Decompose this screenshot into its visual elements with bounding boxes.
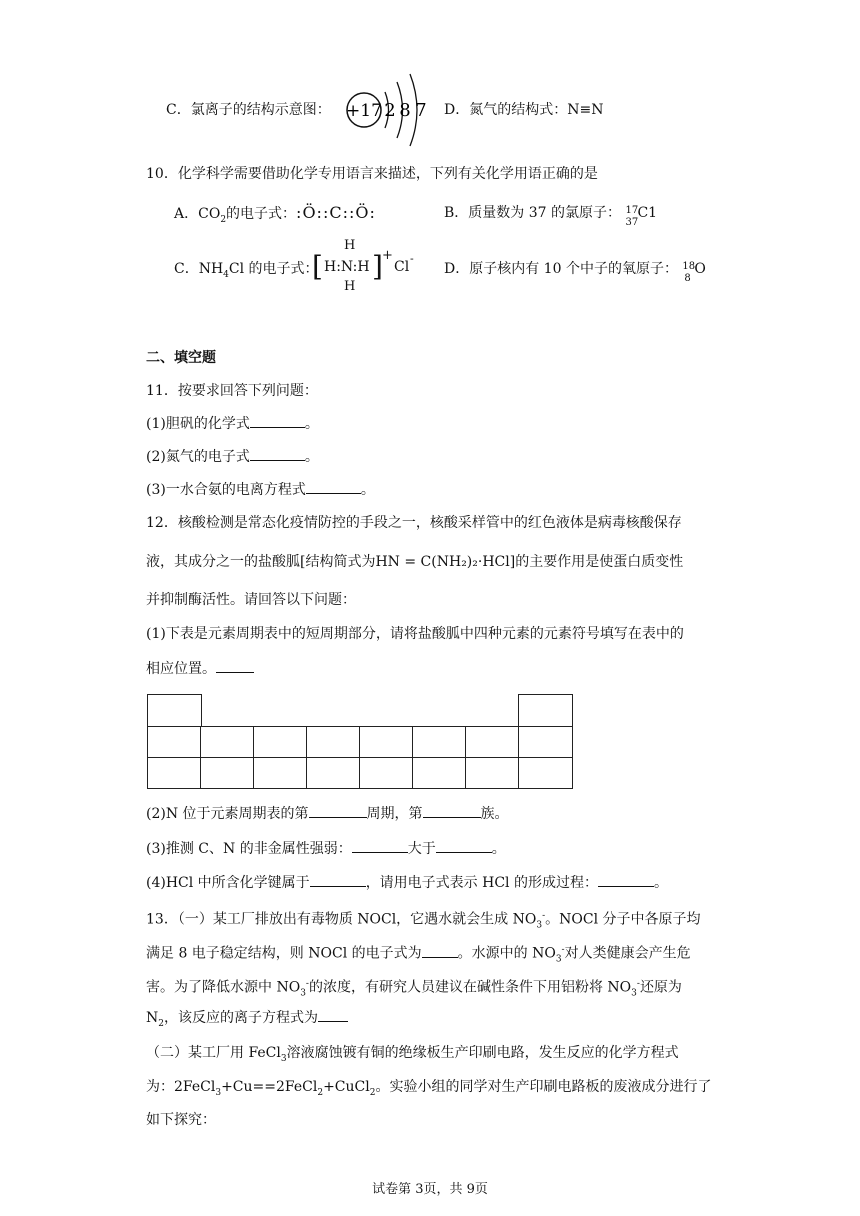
q13-line-2: 满足 8 电子稳定结构，则 NOCl 的电子式为 。水源中的 $NO_3^-$对人类健康会产生危 — [146, 945, 691, 965]
isotope-notation: 17 37 — [625, 205, 639, 228]
answer-blank[interactable] — [310, 873, 366, 887]
answer-blank[interactable] — [423, 804, 481, 818]
q12-part-1-line-1: (1)下表是元素周期表中的短周期部分，请将盐酸胍中四种元素的元素符号填写在表中的 — [146, 626, 684, 642]
pt-cell[interactable] — [306, 726, 360, 758]
answer-blank[interactable] — [436, 839, 492, 853]
bracket-left: [ — [312, 250, 323, 283]
pt-cell[interactable] — [465, 726, 519, 758]
answer-blank[interactable] — [250, 447, 305, 461]
pt-cell[interactable] — [518, 694, 573, 727]
shell-2-count: 8 — [399, 100, 411, 121]
q10-option-a: A．$CO_2$的电子式：:Ö::C::Ö: — [174, 203, 376, 225]
pt-cell[interactable] — [359, 757, 413, 789]
answer-blank[interactable] — [250, 414, 305, 428]
section-title: 二、填空题 — [146, 350, 216, 366]
pt-cell[interactable] — [518, 757, 573, 789]
q10-option-c: C．$NH_4Cl$ 的电子式： — [174, 261, 319, 280]
guanidine-formula: HN = C(NH₂)₂·HCl — [375, 554, 510, 570]
q10-option-d: D．原子核内有 10 个中子的氧原子： 18 8 O — [444, 261, 706, 284]
pt-cell[interactable] — [200, 757, 254, 789]
page-footer: 试卷第 3页，共 9页 — [372, 1182, 488, 1197]
q10-stem: 10．化学科学需要借助化学专用语言来描述，下列有关化学用语正确的是 — [146, 166, 598, 182]
pt-cell[interactable] — [253, 757, 307, 789]
nucleus-charge: +17 — [346, 101, 382, 121]
bracket-right: ] — [372, 250, 383, 283]
shell-3-count: 7 — [415, 100, 427, 121]
answer-blank[interactable] — [352, 839, 408, 853]
isotope-notation: 18 8 — [682, 261, 696, 284]
q12-line-3: 并抑制酶活性。请回答以下问题： — [146, 592, 356, 608]
nh4cl-electron-formula: H [ H:N:H ] + Cl - H — [312, 238, 414, 294]
pt-cell[interactable] — [147, 757, 201, 789]
pt-cell[interactable] — [147, 726, 201, 758]
q12-part-2: (2)N 位于元素周期表的第 周期，第 族。 — [146, 806, 509, 822]
pt-cell[interactable] — [412, 757, 466, 789]
pt-cell[interactable] — [518, 726, 573, 758]
q12-line-1: 12．核酸检测是常态化疫情防控的手段之一，核酸采样管中的红色液体是病毒核酸保存 — [146, 515, 682, 531]
q13-line-3: 害。为了降低水源中 $NO_3^-$的浓度，有研究人员建议在碱性条件下用铝粉将 $NO_3^-$还原为 — [146, 979, 682, 999]
shell-1-count: 2 — [384, 100, 396, 121]
q11-part-1: (1)胆矾的化学式 。 — [146, 416, 319, 432]
q12-part-4: (4)HCl 中所含化学键属于 ，请用电子式表示 HCl 的形成过程： 。 — [146, 875, 668, 891]
pt-cell[interactable] — [147, 694, 202, 727]
q13-line-4: $N_2$，该反应的离子方程式为 — [146, 1008, 348, 1034]
pt-cell[interactable] — [359, 726, 413, 758]
q12-part-3: (3)推测 C、N 的非金属性强弱： 大于 。 — [146, 841, 506, 857]
pt-cell[interactable] — [306, 757, 360, 789]
q12-part-1-line-2: 相应位置。 — [146, 659, 254, 679]
answer-blank[interactable] — [318, 1008, 348, 1022]
q9-option-c: C．氯离子的结构示意图： — [166, 102, 331, 118]
pt-cell[interactable] — [465, 757, 519, 789]
q11-part-2: (2)氮气的电子式 。 — [146, 449, 319, 465]
q13-line-1: 13．（一）某工厂排放出有毒物质 NOCl，它遇水就会生成 $NO_3^-$。NOCl 分子中各原子均 — [146, 911, 701, 931]
pt-cell[interactable] — [200, 726, 254, 758]
n2-structural-formula: N≡N — [567, 102, 604, 118]
pt-cell[interactable] — [253, 726, 307, 758]
q12-line-2: 液，其成分之一的盐酸胍[结构简式为HN = C(NH₂)₂·HCl]的主要作用是使蛋白质变性 — [146, 554, 684, 570]
answer-blank[interactable] — [598, 873, 654, 887]
q10-option-b: B．质量数为 37 的氯原子： 17 37 C1 — [444, 205, 658, 228]
co2-electron-formula: :Ö::C::Ö: — [296, 203, 376, 222]
answer-blank[interactable] — [216, 659, 254, 673]
answer-blank[interactable] — [309, 804, 367, 818]
answer-blank[interactable] — [422, 944, 458, 958]
q13-line-7: 如下探究： — [146, 1112, 216, 1128]
q11-part-3: (3)一水合氨的电离方程式 。 — [146, 482, 375, 498]
q13-line-5: （二）某工厂用 FeCl$_3$溶液腐蚀镀有铜的绝缘板生产印刷电路，发生反应的化学方程式 — [146, 1045, 679, 1064]
pt-cell[interactable] — [412, 726, 466, 758]
q9-option-d: D．氮气的结构式：N≡N — [444, 102, 604, 118]
chlorine-atom-diagram — [342, 68, 434, 148]
q11-stem: 11．按要求回答下列问题： — [146, 383, 318, 399]
q13-line-6: 为：2FeCl$_3$+Cu==2FeCl$_2$+CuCl$_2$。实验小组的同学对生产印刷电路板的废液成分进行了 — [146, 1079, 712, 1098]
answer-blank[interactable] — [306, 480, 361, 494]
